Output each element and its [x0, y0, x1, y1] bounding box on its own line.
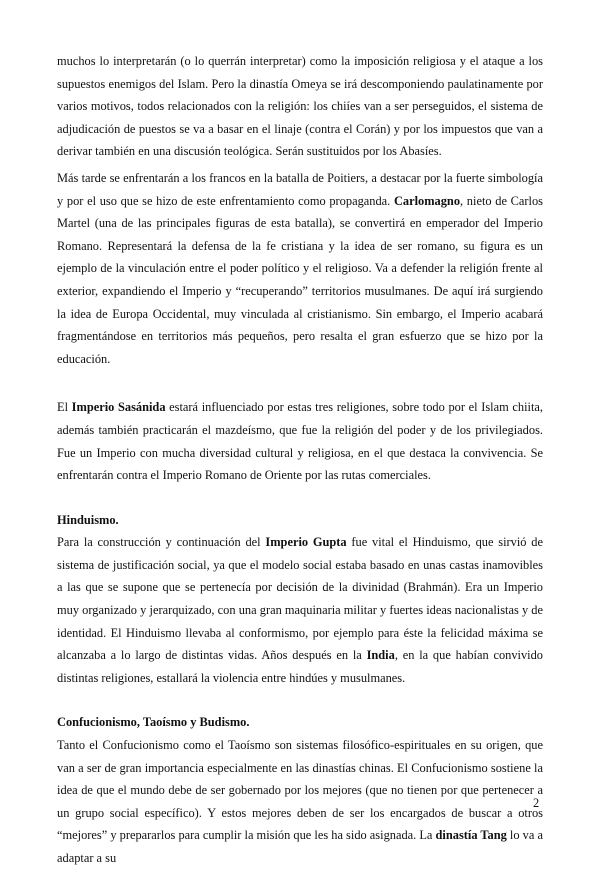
- paragraph-text: lo va a adaptar a su: [57, 828, 543, 865]
- page-number: 2: [533, 796, 540, 810]
- bold-term-imperio-sasanida: Imperio Sasánida: [71, 400, 166, 415]
- paragraph-text: Para la construcción y continuación del: [57, 535, 266, 550]
- bold-term-carlomagno: Carlomagno: [393, 193, 461, 208]
- bold-term-imperio-gupta: Imperio Gupta: [265, 535, 347, 550]
- paragraph-text: , nieto de Carlos Martel (una de las principales figuras de esta batalla), se convertirá en emperador del Imperio Romano. Representará la defensa de la fe cristiana y la idea de ser romano, su figura es un ejemplo de la vinculación entre el poder político y el religioso. Va a defender la religión frente al exterior, expandiendo el Imperio y “recuperando” territorios musulmanes. De aquí irá surgiendo la idea de Europa Occidental, muy vinculada al cristianismo. Sin embargo, el Imperio acabará fragmentándose en territorios más pequeños, pero resalta el gran esfuerzo que se hizo por la educación.: [57, 193, 543, 366]
- document-body: [57, 50, 543, 870]
- paragraph-text: estará influenciado por estas tres religiones, sobre todo por el Islam chiita, además también practicarán el mazdeísmo, que fue la religión del poder y de los privilegiados. Fue un Imperio con mucha diversidad cultural y religiosa, en el que destaca la convivencia. Se enfrentarán contra el Imperio Romano de Oriente por las rutas comerciales.: [57, 400, 544, 483]
- section-heading-hinduismo: Hinduismo.: [57, 512, 119, 527]
- bold-term-dinastia-tang: dinastía Tang: [435, 828, 507, 843]
- paragraph-confucionismo: [57, 734, 543, 870]
- paragraph-hinduismo: [57, 531, 543, 689]
- paragraph-sasanida: [57, 396, 543, 486]
- paragraph-text: fue vital el Hinduismo, que sirvió de sistema de justificación social, ya que el modelo social estaba basado en unas castas inamovibles a las que se supone que se pertenecía por decisión de la divinidad (Brahmán). Era un Imperio muy organizado y jerarquizado, con una gran maquinaria militar y fuertes ideas nacionalistas y de identidad. El Hinduismo llevaba al conformismo, por ejemplo para éste la felicidad máxima se alcanzaba a lo largo de distintas vidas. Años después en la: [57, 535, 543, 663]
- paragraph-text: Más tarde se enfrentarán a los francos en la batalla de Poitiers, a destacar por la fuerte simbología y por el uso que se hizo de este enfrentamiento como propaganda.: [57, 170, 543, 208]
- paragraph-carlomagno: [57, 167, 543, 370]
- paragraph-omeya: [57, 50, 543, 163]
- section-heading-confucionismo: Confucionismo, Taoísmo y Budismo.: [57, 715, 250, 730]
- paragraph-text: , en la que habían convivido distintas religiones, estallará la violencia entre hindúes y musulmanes.: [57, 648, 544, 685]
- paragraph-text: El: [57, 400, 72, 415]
- bold-term-india: India: [366, 648, 395, 663]
- paragraph-text: muchos lo interpretarán (o lo querrán interpretar) como la imposición religiosa y el ataque a los supuestos enemigos del Islam. Pero la dinastía Omeya se irá descomponiendo paulatinamente por varios motivos, todos relacionados con la religión: los chiíes van a ser perseguidos, el sistema de adjudicación de puestos se va a basar en el linaje (contra el Corán) y por los impuestos que van a derivar también en una discusión teológica. Serán sustituidos por los Abasíes.: [57, 54, 543, 159]
- paragraph-text: Tanto el Confucionismo como el Taoísmo son sistemas filosófico-espirituales en su origen, que van a ser de gran importancia especialmente en las dinastías chinas. El Confucionismo sostiene la idea de que el mundo debe de ser gobernado por los mejores (que no tienen por que pertenecer a un grupo social específico). Y estos mejores deben de ser los encargados de buscar a otros “mejores” y prepararlos para cumplir la misión que les ha sido asignada. La: [57, 738, 543, 843]
